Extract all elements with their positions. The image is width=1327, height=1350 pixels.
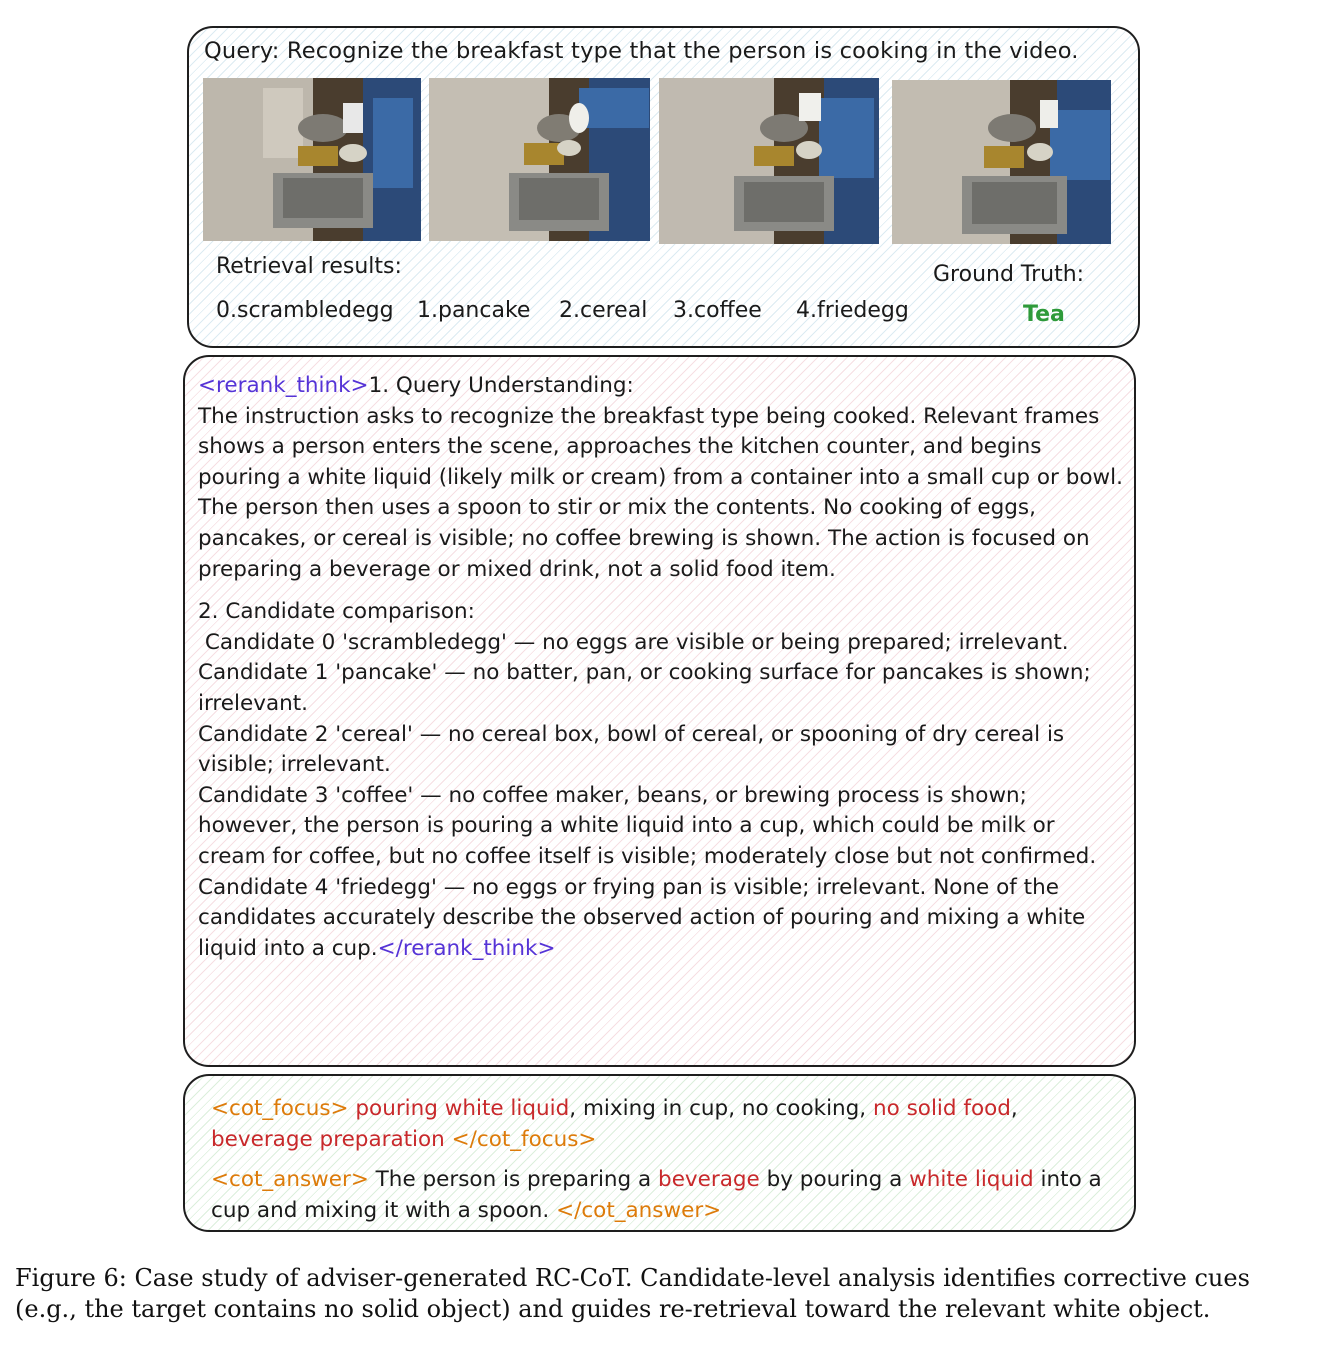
cot-answer-line [211, 1165, 1111, 1226]
rerank-think-close-tag: </rerank_think> [377, 935, 556, 961]
cot-focus-close-tag: </cot_focus> [444, 1126, 597, 1152]
answer-beverage: beverage [658, 1167, 760, 1192]
focus-mixing-text: , mixing in cup, no cooking, [569, 1096, 873, 1121]
candidate-comparison-heading: 2. Candidate comparison: [198, 599, 475, 625]
candidate-2-analysis: Candidate 2 'cereal' — no cereal box, bowl of cereal, or spooning of dry cereal is visible; irrelevant. [198, 721, 1071, 778]
ground-truth-value: Tea [1023, 302, 1065, 327]
ground-truth-label: Ground Truth: [933, 262, 1085, 287]
rerank-think-body [198, 371, 1128, 964]
video-frame-3 [659, 78, 879, 244]
candidate-4: 4.friedegg [796, 298, 909, 323]
video-frame-2 [429, 78, 650, 241]
cot-body [211, 1094, 1111, 1226]
cot-answer-close-tag: </cot_answer> [556, 1197, 722, 1223]
candidate-1-analysis: Candidate 1 'pancake' — no batter, pan, or cooking surface for pancakes is shown; irrelevant. [198, 660, 1098, 716]
video-frame-4 [892, 80, 1111, 244]
rerank-think-open-tag: <rerank_think> [198, 373, 369, 398]
answer-text-2: by pouring a [759, 1167, 910, 1192]
cot-panel [183, 1074, 1136, 1232]
answer-text-3: into a cup and mixing it with a spoon. [211, 1167, 1102, 1223]
cot-focus-open-tag: <cot_focus> [211, 1096, 349, 1121]
query-text: Query: Recognize the breakfast type that the person is cooking in the video. [204, 38, 1079, 64]
retrieval-results-label: Retrieval results: [216, 254, 402, 279]
answer-white-liquid: white liquid [909, 1167, 1034, 1192]
candidate-0-analysis: Candidate 0 'scrambledegg' — no eggs are visible or being prepared; irrelevant. [198, 629, 1069, 655]
focus-no-solid-food: no solid food [872, 1096, 1011, 1121]
figure-caption: Figure 6: Case study of adviser-generated RC-CoT. Candidate-level analysis identifies corrective cues (e.g., the target contains no solid object) and guides re-retrieval toward the relevant white object. [15, 1264, 1250, 1323]
cot-focus-line [211, 1094, 1111, 1155]
candidate-3: 3.coffee [673, 298, 762, 323]
query-understanding-text: The instruction asks to recognize the breakfast type being cooked. Relevant frames shows a person enters the scene, approaches the kitchen counter, and begins pouring a white liquid (likely milk or cream) from a container into a small cup or bowl. The person then uses a spoon to stir or mix the contents. No cooking of eggs, pancakes, or cereal is visible; no coffee brewing is shown. The action is focused on preparing a beverage or mixed drink, not a solid food item. [198, 403, 1130, 582]
cot-answer-open-tag: <cot_answer> [211, 1167, 369, 1192]
rerank-think-panel [183, 355, 1136, 1067]
candidate-1: 1.pancake [417, 298, 531, 323]
focus-pouring-white-liquid: pouring white liquid [355, 1096, 570, 1121]
query-panel [187, 26, 1140, 348]
video-frame-1 [203, 78, 421, 241]
answer-text-1: The person is preparing a [368, 1167, 659, 1192]
focus-separator: , [1010, 1096, 1018, 1121]
candidate-2: 2.cereal [559, 298, 648, 323]
focus-beverage-preparation: beverage preparation [211, 1126, 445, 1152]
query-understanding-heading: 1. Query Understanding: [368, 373, 634, 398]
candidate-0: 0.scrambledegg [216, 298, 394, 323]
candidate-4-analysis: Candidate 4 'friedegg' — no eggs or frying pan is visible; irrelevant. None of the candidates accurately describe the observed action of pouring and mixing a white liquid into a cup. [198, 874, 1093, 961]
candidate-3-analysis: Candidate 3 'coffee' — no coffee maker, beans, or brewing process is shown; however, the person is pouring a white liquid into a cup, which could be milk or cream for coffee, but no coffee itself is visible; moderately close but not confirmed. [198, 782, 1097, 869]
